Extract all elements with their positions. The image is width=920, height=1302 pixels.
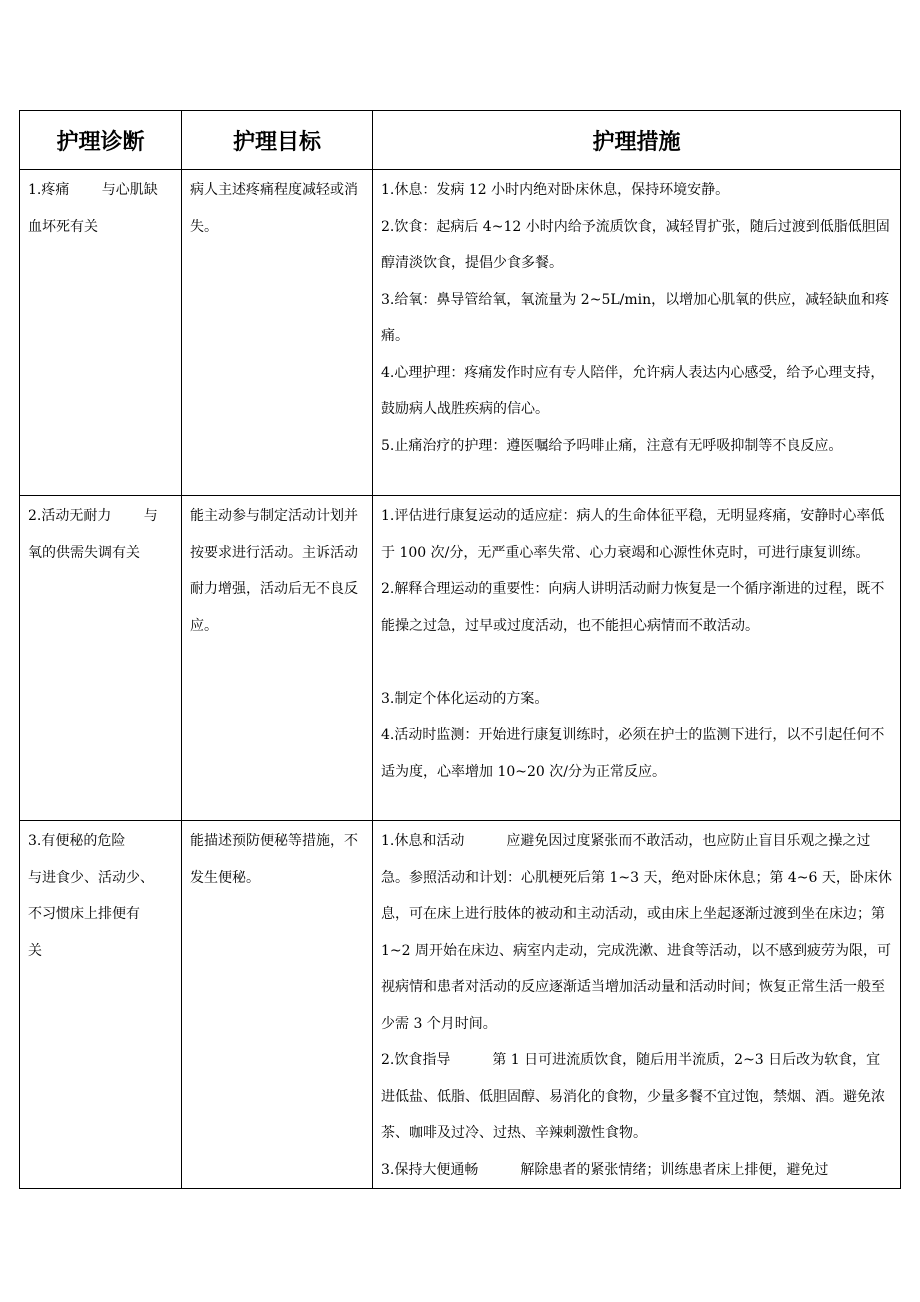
diagnosis-line: 与进食少、活动少、 — [28, 869, 154, 886]
measure-item: 2.解释合理运动的重要性：向病人讲明活动耐力恢复是一个循序渐进的过程，既不能操之过急，过早或过度活动，也不能担心病情而不敢活动。 — [381, 581, 885, 634]
header-goal: 护理目标 — [182, 111, 373, 170]
diagnosis-line: 氧的供需失调有关 — [28, 544, 140, 561]
header-diagnosis: 护理诊断 — [20, 111, 182, 170]
measure-item: 2.饮食指导 第 1 日可进流质饮食，随后用半流质，2~3 日后改为软食，宜进低盐、低脂、低胆固醇、易消化的食物，少量多餐不宜过饱，禁烟、酒。避免浓茶、咖啡及过冷、过热、辛辣刺激性食物。 — [381, 1052, 885, 1141]
diagnosis-line: 关 — [28, 942, 42, 959]
table-row — [20, 170, 901, 496]
diagnosis-cell — [20, 496, 182, 821]
measure-item: 5.止痛治疗的护理：遵医嘱给予吗啡止痛，注意有无呼吸抑制等不良反应。 — [381, 437, 843, 454]
goal-cell — [182, 821, 373, 1189]
measure-item: 4.活动时监测：开始进行康复训练时，必须在护士的监测下进行，以不引起任何不适为度，心率增加 10~20 次/分为正常反应。 — [381, 727, 885, 780]
measures-cell — [373, 821, 901, 1189]
measure-item: 1.评估进行康复运动的适应症：病人的生命体征平稳，无明显疼痛，安静时心率低于 100 次/分，无严重心率失常、心力衰竭和心源性休克时，可进行康复训练。 — [381, 508, 885, 561]
measures-cell — [373, 496, 901, 821]
diagnosis-line: 3.有便秘的危险 — [28, 833, 126, 849]
header-measures: 护理措施 — [373, 111, 901, 170]
nursing-care-table — [19, 110, 901, 1189]
header-row — [20, 111, 901, 170]
measure-item: 4.心理护理：疼痛发作时应有专人陪伴，允许病人表达内心感受，给予心理支持，鼓励病人战胜疾病的信心。 — [381, 364, 885, 417]
measure-item: 1.休息：发病 12 小时内绝对卧床休息，保持环境安静。 — [381, 182, 730, 198]
measure-item: 3.制定个体化运动的方案。 — [381, 690, 549, 707]
diagnosis-line: 2.活动无耐力 与 — [28, 508, 158, 524]
diagnosis-line: 血坏死有关 — [28, 218, 98, 235]
goal-text: 能主动参与制定活动计划并按要求进行活动。主诉活动耐力增强，活动后无不良反应。 — [190, 508, 358, 634]
measure-item: 2.饮食：起病后 4~12 小时内给予流质饮食，减轻胃扩张，随后过渡到低脂低胆固醇清淡饮食，提倡少食多餐。 — [381, 218, 890, 271]
diagnosis-cell — [20, 821, 182, 1189]
goal-text: 能描述预防便秘等措施，不发生便秘。 — [190, 833, 358, 886]
measures-cell — [373, 170, 901, 496]
table-row — [20, 821, 901, 1189]
measure-item: 3.给氧：鼻导管给氧，氧流量为 2~5L/min，以增加心肌氧的供应，减轻缺血和疼痛。 — [381, 291, 890, 344]
goal-cell — [182, 496, 373, 821]
diagnosis-line: 1.疼痛 与心肌缺 — [28, 182, 158, 198]
diagnosis-line: 不习惯床上排便有 — [28, 906, 140, 922]
goal-text: 病人主述疼痛程度减轻或消失。 — [190, 182, 358, 235]
diagnosis-cell — [20, 170, 182, 496]
table-row — [20, 496, 901, 821]
measure-item: 3.保持大便通畅 解除患者的紧张情绪；训练患者床上排便，避免过 — [381, 1161, 829, 1178]
goal-cell — [182, 170, 373, 496]
measure-item: 1.休息和活动 应避免因过度紧张而不敢活动，也应防止盲目乐观之操之过急。参照活动和计划：心肌梗死后第 1~3 天，绝对卧床休息；第 4~6 天，卧床休息，可在床上进行肢体的被动和主动活动，或由床上坐起逐渐过渡到坐在床边；第 1~2 周开始在床边、病室内走动，完成洗漱、进食等活动，以不感到疲劳为限，可视病情和患者对活动的反应逐渐适当增加活动量和活动时间；恢复正常生活一般至少需 3 个月时间。 — [381, 833, 892, 1032]
